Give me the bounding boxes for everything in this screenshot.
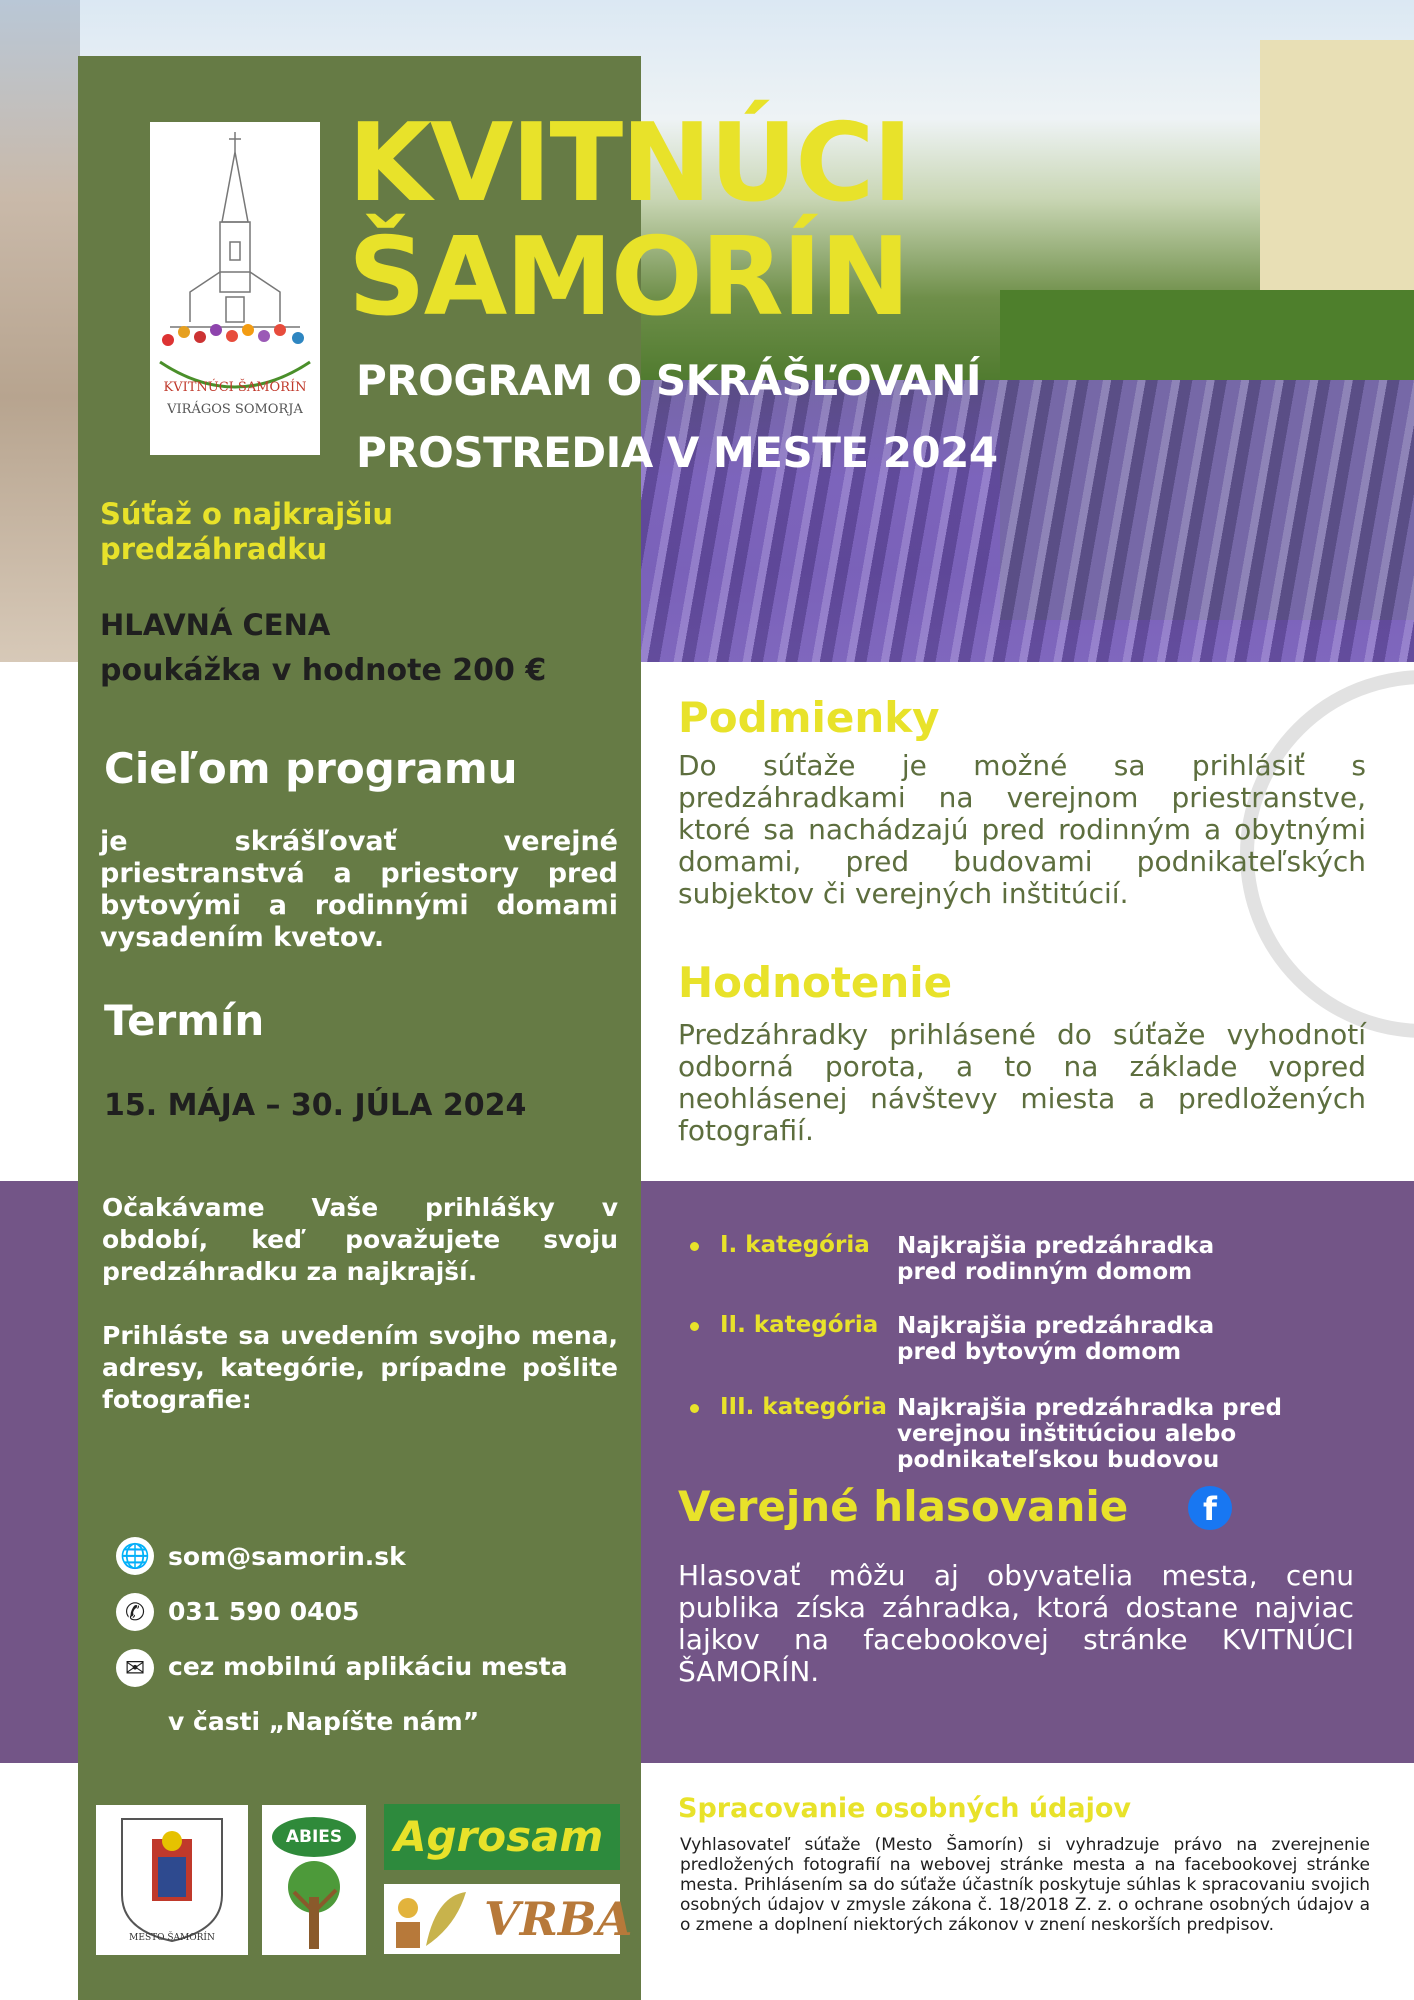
contact-web[interactable]: som@samorin.sk: [168, 1542, 406, 1571]
bullet-icon: [690, 1322, 699, 1331]
category-2-text: Najkrajšia predzáhradka pred bytovým domom: [897, 1313, 1215, 1365]
envelope-icon: ✉: [116, 1649, 154, 1687]
logo-arc-text: KVITNÚCI ŠAMORÍN: [163, 380, 307, 395]
bullet-icon: [690, 1404, 699, 1413]
signup-text: Prihláste sa uvedením svojho mena, adresy, kategórie, prípadne pošlite fotografie:: [102, 1321, 618, 1414]
tree-icon: [262, 1857, 366, 1953]
kvitnuci-logo: [150, 122, 320, 455]
goal-text: je skrášľovať verejné priestranstvá a priestory pred bytovými a rodinnými domami vysadením kvetov.: [100, 826, 618, 953]
prize-value: poukážka v hodnote 200 €: [100, 653, 547, 688]
category-3-label: III. kategória: [720, 1394, 887, 1420]
contest-line-1: Súťaž o najkrajšiu: [100, 497, 394, 531]
flower-pot-icon: [386, 1886, 472, 1952]
logo-arc-text-hu: VIRÁGOS SOMORJA: [167, 402, 303, 417]
contact-phone[interactable]: 031 590 0405: [168, 1597, 360, 1626]
term-value: 15. MÁJA – 30. JÚLA 2024: [104, 1088, 527, 1123]
category-1-label: I. kategória: [720, 1232, 870, 1258]
abies-logo: [262, 1805, 366, 1955]
vrba-logo: [384, 1884, 633, 1954]
contact-app: cez mobilnú aplikáciu mesta: [168, 1652, 568, 1681]
category-1-text: Najkrajšia predzáhradka pred rodinným domom: [897, 1233, 1215, 1285]
voting-text: Hlasovať môžu aj obyvatelia mesta, cenu publika získa záhradka, ktorá dostane najviac lajkov na facebookovej stránke KVITNÚCI ŠAMORÍN.: [678, 1559, 1354, 1688]
contest-line-2: predzáhradku: [100, 532, 328, 566]
agrosam-logo: [384, 1804, 620, 1870]
contest-title: [100, 497, 393, 567]
category-2-label: II. kategória: [720, 1312, 879, 1338]
category-3-text: Najkrajšia predzáhradka pred verejnou inštitúciou alebo podnikateľskou budovou: [897, 1395, 1282, 1473]
evaluation-heading: Hodnotenie: [678, 958, 953, 1007]
conditions-heading: Podmienky: [678, 693, 940, 742]
title-line-2: ŠAMORÍN: [348, 215, 909, 340]
vrba-label: VRBA: [484, 1892, 633, 1946]
prize-label: HLAVNÁ CENA: [100, 608, 331, 642]
evaluation-text: Predzáhradky prihlásené do súťaže vyhodnotí odborná porota, a to na základe vopred neohlásenej návštevy miesta a predložených fotografií.: [678, 1018, 1366, 1147]
city-caption: MESTO ŠAMORÍN: [129, 1933, 215, 1943]
subtitle-line-1: PROGRAM O SKRÁŠĽOVANÍ: [356, 356, 982, 405]
lavender-photo: [640, 380, 1414, 662]
voting-heading: Verejné hlasovanie: [678, 1482, 1129, 1531]
contact-app-section: v časti „Napíšte nám”: [168, 1707, 480, 1736]
gdpr-heading: Spracovanie osobných údajov: [678, 1793, 1131, 1824]
city-coat-of-arms: [96, 1805, 248, 1955]
agrosam-label: Agrosam: [394, 1812, 604, 1861]
phone-icon: ✆: [116, 1593, 154, 1631]
abies-label: ABIES: [272, 1817, 356, 1857]
bullet-icon: [690, 1242, 699, 1251]
goal-heading: Cieľom programu: [104, 744, 518, 793]
house-photo: [1260, 40, 1414, 300]
street-photo-strip: [0, 0, 80, 662]
facebook-icon[interactable]: f: [1188, 1486, 1232, 1530]
subtitle-line-2: PROSTREDIA V MESTE 2024: [356, 428, 998, 477]
await-text: Očakávame Vaše prihlášky v období, keď považujete svoju predzáhradku za najkrajší.: [102, 1193, 618, 1286]
gdpr-text: Vyhlasovateľ súťaže (Mesto Šamorín) si vyhradzuje právo na zverejnenie predložených fotografií na webovej stránke mesta a na facebookovej stránke mesta. Prihlásením sa do súťaže účastník poskytuje súhlas k spracovaniu svojich osobných údajov v zmysle zákona č. 18/2018 Z. z. o ochrane osobných údajov a o zmene a doplnení niektorých zákonov v znení neskorších predpisov.: [680, 1835, 1370, 1935]
conditions-text: Do súťaže je možné sa prihlásiť s predzáhradkami na verejnom priestranstve, ktoré sa nachádzajú pred rodinným a obytnými domami, pred budovami podnikateľských subjektov či verejných inštitúcií.: [678, 749, 1366, 910]
term-heading: Termín: [104, 996, 265, 1045]
globe-icon: 🌐: [116, 1537, 154, 1575]
title-line-1: KVITNÚCI: [348, 101, 911, 226]
